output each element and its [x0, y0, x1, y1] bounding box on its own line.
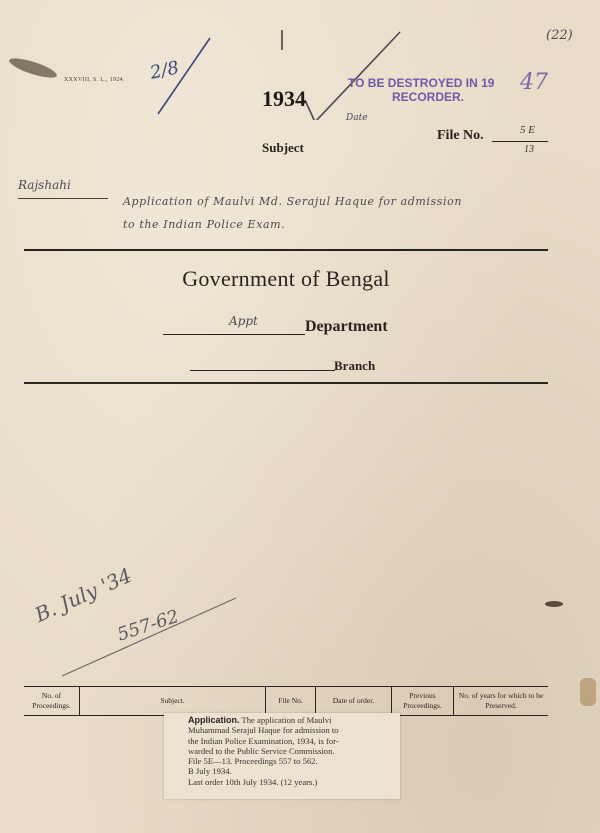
col-date-order: Date of order. [316, 687, 392, 715]
form-serial: XXXVIII, S. L., 1924. [64, 77, 125, 83]
handwritten-proceedings: 557-62 [114, 605, 182, 646]
handwritten-date: B. July '34 [31, 563, 136, 627]
slip-line: Last order 10th July 1934. (12 years.) [188, 776, 318, 787]
handwritten-initials: 2/8 [148, 57, 181, 84]
department-handwriting: Appt [229, 314, 258, 328]
col-years-preserved: No. of years for which to be Preserved. [458, 691, 544, 710]
file-year: 1934 [262, 86, 306, 111]
corner-note: (22) [546, 28, 573, 43]
date-label: Date [346, 113, 368, 123]
subject-handwriting-line1: Application of Maulvi Md. Serajul Haque for admission [123, 195, 463, 208]
destroy-stamp-line1: TO BE DESTROYED IN 19 [348, 76, 495, 90]
slip-heading: Application. [188, 715, 240, 725]
slip-line: Muhammad Serajul Haque for admission to [188, 725, 339, 736]
slip-line: File 5E—13. Proceedings 557 to 562. [188, 756, 318, 767]
slip-line: B July 1934. [188, 766, 232, 777]
proceedings-table-header [24, 686, 548, 716]
district-note: Rajshahi [18, 178, 71, 192]
file-no-line [492, 141, 548, 142]
government-title: Government of Bengal [182, 266, 390, 291]
col-proceedings: No. of Proceedings. [24, 687, 80, 715]
subject-label: Subject [262, 140, 304, 155]
department-line [163, 334, 305, 335]
paper-tear [580, 678, 596, 706]
pen-underline [60, 596, 240, 686]
slip-line: The application of Maulvi [241, 715, 332, 725]
ink-blot [545, 601, 563, 607]
department-label: Department [305, 318, 388, 335]
subject-handwriting-line2: to the Indian Police Exam. [123, 218, 286, 231]
branch-label: Branch [334, 358, 376, 373]
col-previous: Previous Proceedings. [392, 687, 454, 715]
pasted-slip [164, 713, 400, 799]
slip-line: the Indian Police Examination, 1934, is for- [188, 735, 339, 746]
file-no-label: File No. [437, 128, 484, 143]
top-rule [24, 249, 548, 251]
destroy-stamp-line2: RECORDER. [392, 90, 465, 104]
bottom-rule [24, 382, 548, 384]
col-file-no: File No. [266, 687, 316, 715]
district-underline [18, 198, 108, 199]
col-subject: Subject. [80, 687, 266, 715]
file-number-top: 5 E [520, 124, 535, 136]
destroy-stamp-number: 47 [520, 70, 548, 95]
stain-mark [7, 55, 58, 82]
slip-line: warded to the Public Service Commission. [188, 745, 335, 756]
file-number-bottom: 13 [524, 144, 534, 155]
branch-line [190, 370, 335, 371]
